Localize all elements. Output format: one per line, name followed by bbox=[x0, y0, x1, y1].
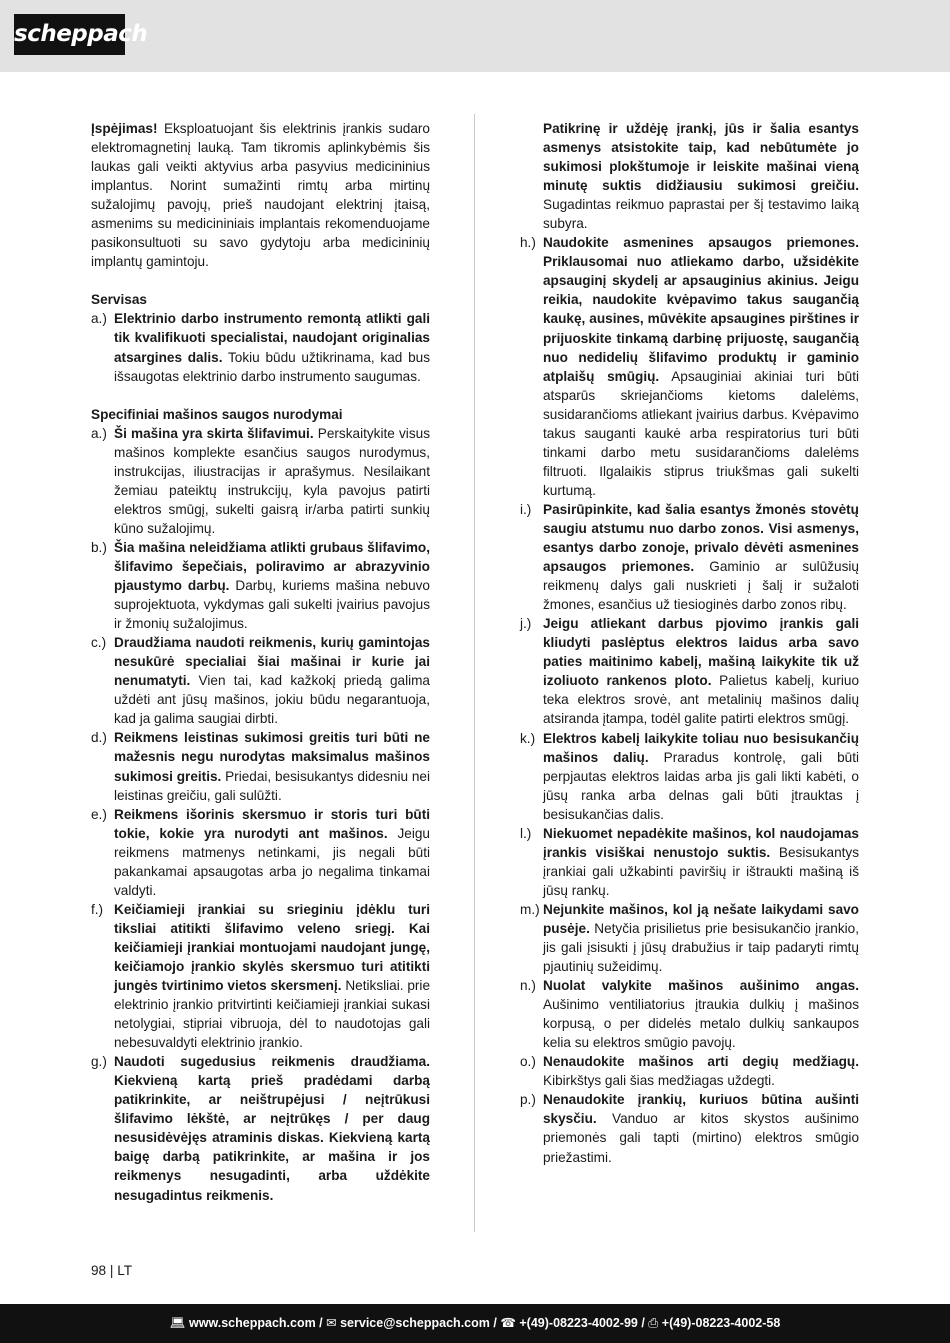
list-item-text: Nuolat valykite mašinos aušinimo angas. Aušinimo ventiliatorius įtraukia dulkių į mašinos korpusą, o per didelės metalo dulkių sankaupos kelia su elektros smūgio pavojų. bbox=[543, 978, 859, 1051]
list-item bbox=[520, 500, 859, 614]
list-item bbox=[91, 538, 430, 633]
list-item-label: m.) bbox=[520, 901, 540, 917]
list-item-text: Naudoti sugedusius reikmenis draudžiama. Kiekvieną kartą prieš pradėdami darbą patikrinkite, ar neištrupėjusi / neįtrūkusi šlifavimo lėkštė, ar neįtrūkęs / per daug nesusidėvėjęs atraminis diskas. Kiekvieną kartą baigę darbą patikrinkite, ar mašina ir jos reikmenys nesugadinti, arba uždėkite nesugadintus reikmenis. bbox=[114, 1054, 430, 1203]
list-item-label: a.) bbox=[91, 425, 107, 441]
list-item bbox=[520, 1090, 859, 1166]
footer-phone: +(49)-08223-4002-99 / bbox=[519, 1316, 645, 1330]
list-item-label: c.) bbox=[91, 635, 107, 651]
footer-email: service@scheppach.com / bbox=[340, 1316, 497, 1330]
list-item-text: Jeigu atliekant darbus pjovimo įrankis gali kliudyti paslėptus elektros laidus arba savo paties maitinimo kabelį, mašiną laikykite tik už izoliuoto rankenos ploto. Palietus kabelį, kuriuo teka elektros srovė, ant metalinių mašinos dalių atsiranda įtampa, todėl galite patirti elektros smūgį. bbox=[543, 616, 860, 727]
left-column bbox=[91, 119, 430, 1205]
page-header bbox=[0, 0, 950, 72]
list-item bbox=[520, 614, 859, 728]
list-item-label: f.) bbox=[91, 901, 104, 917]
list-item-text: Niekuomet nepadėkite mašinos, kol naudojamas įrankis visiškai nenustojo suktis. Besisukantys įrankiai gali užkabinti paviršių ir ištraukti mašiną iš jūsų rankų. bbox=[543, 825, 859, 898]
warning-label: Įspėjimas! bbox=[91, 121, 158, 136]
list-item-label: e.) bbox=[91, 806, 107, 822]
footer-fax: +(49)-08223-4002-58 bbox=[661, 1316, 781, 1330]
list-item bbox=[91, 900, 430, 1052]
list-item-continued bbox=[520, 119, 859, 233]
list-item-label: i.) bbox=[520, 501, 532, 517]
list-item-text: Patikrinę ir uždėję įrankį, jūs ir šalia esantys asmenys atsistokite taip, kad nebūtumėte jo sukimosi plokštumoje ir leiskite mašinai vieną minutę suktis didžiausiu sukimosi greičiu. Sugadintas reikmuo paprastai per šį testavimo laiką subyra. bbox=[543, 121, 859, 232]
list-item bbox=[91, 728, 430, 804]
footer-web: www.scheppach.com / bbox=[189, 1316, 323, 1330]
right-column bbox=[520, 119, 859, 1167]
list-item-text: Pasirūpinkite, kad šalia esantys žmonės stovėtų saugiu atstumu nuo darbo zonos. Visi asmenys, esantys darbo zonoje, privalo dėvėti asmenines apsaugos priemones. Gaminio ar sulūžusių reikmenų dalys gali nuskrieti į šalį ir sužaloti žmones, esančius už tiesioginės darbo zonos ribų. bbox=[543, 501, 859, 613]
list-item-label: b.) bbox=[91, 539, 107, 555]
list-item-label: o.) bbox=[520, 1054, 536, 1070]
list-item-label: h.) bbox=[520, 235, 536, 251]
list-item-label: n.) bbox=[520, 978, 536, 994]
list-item-label: g.) bbox=[91, 1054, 107, 1070]
list-item bbox=[91, 805, 430, 900]
computer-icon: 💻︎ bbox=[169, 1316, 186, 1330]
phone-icon: ☎︎ bbox=[500, 1316, 516, 1330]
list-item-label: p.) bbox=[520, 1092, 536, 1108]
list-item-text: Šia mašina neleidžiama atlikti grubaus šlifavimo, šlifavimo šepečiais, poliravimo ar abrazyvinio pjaustymo darbų. Darbų, kuriems mašina nebuvo suprojektuota, vykdymas gali sukelti įvairius pavojus ir žmonių sužalojimus. bbox=[114, 539, 430, 632]
list-item-text: Reikmens leistinas sukimosi greitis turi būti ne mažesnis negu nurodytas maksimalus mašinos sukimosi greitis. Priedai, besisukantys didesniu nei leistinas greičiu, gali sulūžti. bbox=[114, 730, 430, 803]
list-item bbox=[91, 1052, 430, 1204]
fax-icon: ⎙ bbox=[648, 1316, 659, 1330]
list-item-text: Reikmens išorinis skersmuo ir storis turi būti tokie, kokie yra nurodyti ant mašinos. Jeigu reikmens matmenys netinkami, jis negali būti pakankamai apsaugotas arba jo negalima tinkamai valdyti. bbox=[114, 806, 430, 898]
list-item-label: k.) bbox=[520, 730, 536, 746]
list-item-text: Nenaudokite įrankių, kuriuos būtina aušinti skysčiu. Vanduo ar kitos skystos aušinimo priemonės gali tapti (mirtino) elektros smūgio priežastimi. bbox=[543, 1092, 859, 1165]
list-item-label: a.) bbox=[91, 311, 107, 327]
list-item bbox=[520, 729, 859, 824]
list-item bbox=[91, 424, 430, 538]
specific-heading: Specifiniai mašinos saugos nurodymai bbox=[91, 406, 343, 422]
list-item-text: Naudokite asmenines apsaugos priemones. Priklausomai nuo atliekamo darbo, užsidėkite apsauginį skydelį ar apsauginius akinius. Jeigu reikia, naudokite kvėpavimo takus saugančią kaukę, ausines, mūvėkite apsaugines pirštines ir prijuoskite tinkamą darbinę prijuostę, saugančią nuo nedidelių šlifavimo produktų ir gaminio atplaišų smūgių. Apsauginiai akiniai turi būti atsparūs skriejančioms kietoms dalelėms, susidarančioms atliekant įvairius darbus. Kvėpavimo takus sauganti kaukė arba respiratorius turi būti tinkami darbo metu susidarančioms dalelėms filtruoti. Ilgalaikis stiprus triukšmas gali sukelti kurtumą. bbox=[543, 235, 859, 498]
email-icon: ✉︎ bbox=[326, 1316, 337, 1330]
list-item bbox=[91, 309, 430, 385]
list-item-text: Elektros kabelį laikykite toliau nuo besisukančių mašinos dalių. Praradus kontrolę, gali būti perpjautas elektros laidas arba jis gali likti kabėti, o jūsų ranka arba delnas gali būti įtrauktas į besisukančias dalis. bbox=[543, 730, 860, 822]
warning-paragraph bbox=[91, 119, 430, 271]
list-item bbox=[520, 976, 859, 1052]
list-item bbox=[91, 633, 430, 728]
servisas-heading: Servisas bbox=[91, 292, 147, 308]
list-item-text: Nejunkite mašinos, kol ją nešate laikydami savo pusėje. Netyčia prisilietus prie besisukančio įrankio, jis gali įsisukti į jūsų drabužius ir taip padaryti rimtų pjautinių sužeidimų. bbox=[543, 901, 859, 975]
page-footer bbox=[0, 1304, 950, 1343]
list-item bbox=[520, 233, 859, 500]
list-item-label: l.) bbox=[520, 825, 532, 841]
list-item-text: Nenaudokite mašinos arti degių medžiagų. Kibirkštys gali šias medžiagas uždegti. bbox=[543, 1054, 859, 1089]
list-item-text: Ši mašina yra skirta šlifavimui. Perskaitykite visus mašinos komplekte esančius saugos nurodymus, instrukcijas, iliustracijas ir aprašymus. Nesilaikant žemiau pateiktų instrukcijų, kyla pavojus patirti elektros smūgį, sukelti gaisrą ir/arba patirti sunkių kūno sužalojimų. bbox=[114, 425, 430, 536]
column-divider bbox=[474, 114, 475, 1232]
list-item-label: d.) bbox=[91, 730, 107, 746]
page-number: 98 | LT bbox=[91, 1263, 133, 1278]
list-item bbox=[520, 1052, 859, 1090]
list-item-label: j.) bbox=[520, 616, 532, 632]
list-item-text: Elektrinio darbo instrumento remontą atlikti gali tik kvalifikuoti specialistai, naudojant originalias atsargines dalis. Tokiu būdu užtikrinama, kad bus išsaugotas elektrinio darbo instrumento saugumas. bbox=[114, 311, 430, 384]
list-item-text: Keičiamieji įrankiai su srieginiu įdėklu turi tiksliai atitikti šlifavimo veleno sriegį. Kai keičiamieji įrankiai montuojami naudojant jungę, keičiamojo įrankio skylės skersmuo turi atitikti jungės tvirtinimo vietos skersmenį. Netiksliai. prie elektrinio įrankio pritvirtinti keičiamieji įrankiai sukasi netolygiai, stipriai vibruoja, dėl to naudotojas gali nebesuvaldyti elektrinio įrankio. bbox=[114, 901, 431, 1051]
list-item-text: Draudžiama naudoti reikmenis, kurių gamintojas nesukūrė specialiai šiai mašinai ir kurie jai nenumatyti. Vien tai, kad kažkokį priedą galima uždėti ant jūsų mašinos, jokiu būdu negarantuoja, kad ja galima saugiai dirbti. bbox=[114, 635, 430, 727]
scheppach-logo: scheppach bbox=[14, 14, 125, 55]
list-item bbox=[520, 900, 859, 976]
warning-text: Eksploatuojant šis elektrinis įrankis sudaro elektromagnetinį lauką. Tam tikromis aplinkybėmis šis laukas gali veikti aktyvius arba pasyvius medicininius implantus. Norint sumažinti rimtų arba mirtinų sužalojimų pavojų, prieš naudojant elektrinį įtaisą, asmenims su medicininiais implantais rekomenduojame pasikonsultuoti su savo gydytoju arba medicininių implantų gamintoju. bbox=[91, 121, 430, 270]
list-item bbox=[520, 824, 859, 900]
